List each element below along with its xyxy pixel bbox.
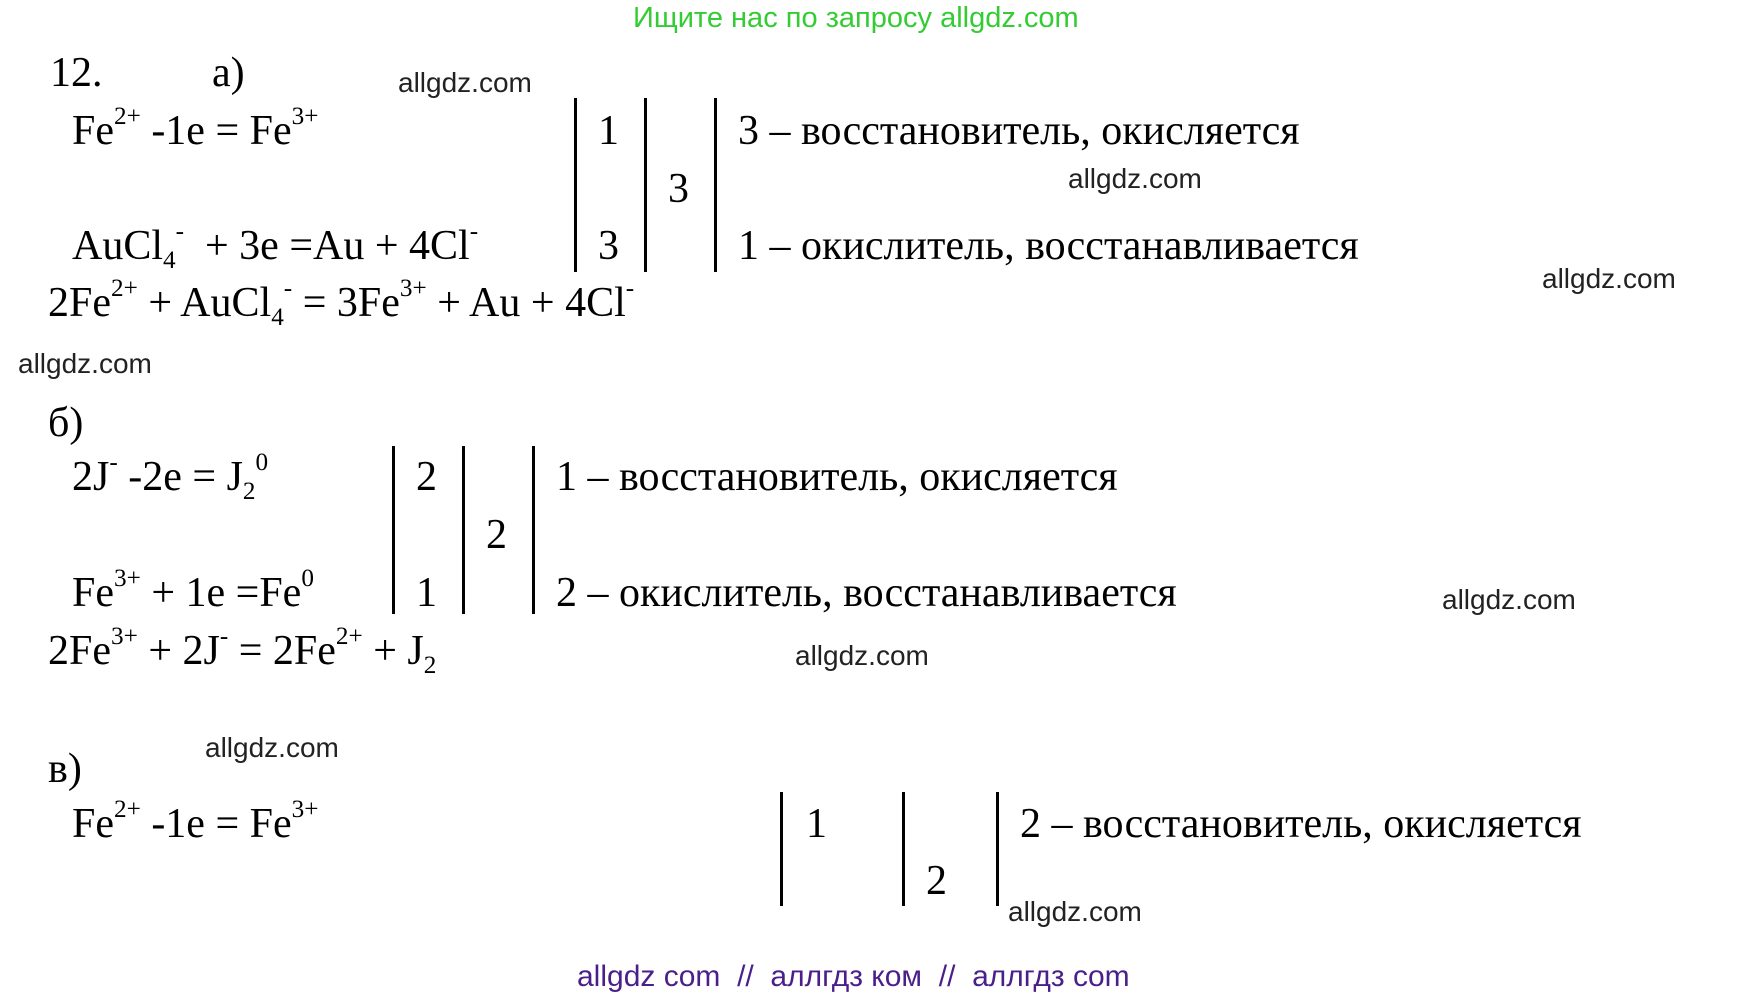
part-c-lcm: 2 [926, 858, 947, 904]
watermark: allgdz.com [205, 732, 339, 763]
part-a-total-equation: $2Fe^{2+}$ + AuCl$_4$- = $3Fe^{3+} + Au + 4Cl^-$ [48, 274, 635, 331]
watermark: allgdz.com [795, 640, 929, 671]
part-b-oxidation-equation: 2J- $-2e = J_2^0$ [72, 448, 269, 505]
part-a-coef-top: 3 – восстановитель, окисляется [738, 108, 1300, 154]
watermark: allgdz.com [18, 348, 152, 379]
watermark: allgdz.com [1008, 896, 1142, 927]
watermark: allgdz.com [1542, 263, 1676, 294]
part-b-divider-1 [392, 446, 395, 614]
part-c-oxidation-equation: $Fe^{2+}$ $-1e = Fe^{3+}$ [72, 795, 319, 847]
watermark: allgdz.com [1068, 163, 1202, 194]
part-c-divider-2 [902, 792, 905, 906]
part-c-divider-3 [996, 792, 999, 906]
footer-text: allgdz com // аллгдз ком // аллгдз com [577, 960, 1130, 993]
part-b-electrons-top: 2 [416, 454, 437, 500]
part-a-divider-3 [714, 98, 717, 272]
part-b-divider-3 [532, 446, 535, 614]
problem-number: 12. [50, 50, 103, 96]
part-c-coef-top: 2 – восстановитель, окисляется [1020, 801, 1582, 847]
watermark: allgdz.com [1442, 584, 1576, 615]
part-a-divider-1 [574, 98, 577, 272]
top-banner: Ищите нас по запросу allgdz.com [633, 2, 1079, 34]
part-a-electrons-bottom: 3 [598, 223, 619, 269]
part-b-total-equation: $2Fe^{3+} + 2J^- = 2Fe^{2+} + J_2$ [48, 622, 437, 679]
part-b-coef-top: 1 – восстановитель, окисляется [556, 454, 1118, 500]
part-a-reduction-equation: AuCl$_4$- + 3e =Au + 4Cl- [72, 217, 479, 274]
part-b-electrons-bottom: 1 [416, 570, 437, 616]
part-a-electrons-top: 1 [598, 108, 619, 154]
part-b-coef-bottom: 2 – окислитель, восстанавливается [556, 570, 1177, 616]
part-a-lcm: 3 [668, 166, 689, 212]
part-c-divider-1 [780, 792, 783, 906]
part-c-electrons-top: 1 [806, 801, 827, 847]
part-a-label: а) [212, 50, 245, 96]
part-c-label: в) [48, 746, 82, 792]
watermark: allgdz.com [398, 67, 532, 98]
part-a-coef-bottom: 1 – окислитель, восстанавливается [738, 223, 1359, 269]
part-b-reduction-equation: $Fe^{3+} + 1e =Fe^0$ [72, 564, 314, 616]
part-b-divider-2 [462, 446, 465, 614]
part-b-label: б) [48, 400, 84, 446]
part-a-oxidation-equation: $Fe^{2+}$ $-1e = Fe^{3+}$ [72, 102, 319, 154]
part-b-lcm: 2 [486, 512, 507, 558]
part-a-divider-2 [644, 98, 647, 272]
